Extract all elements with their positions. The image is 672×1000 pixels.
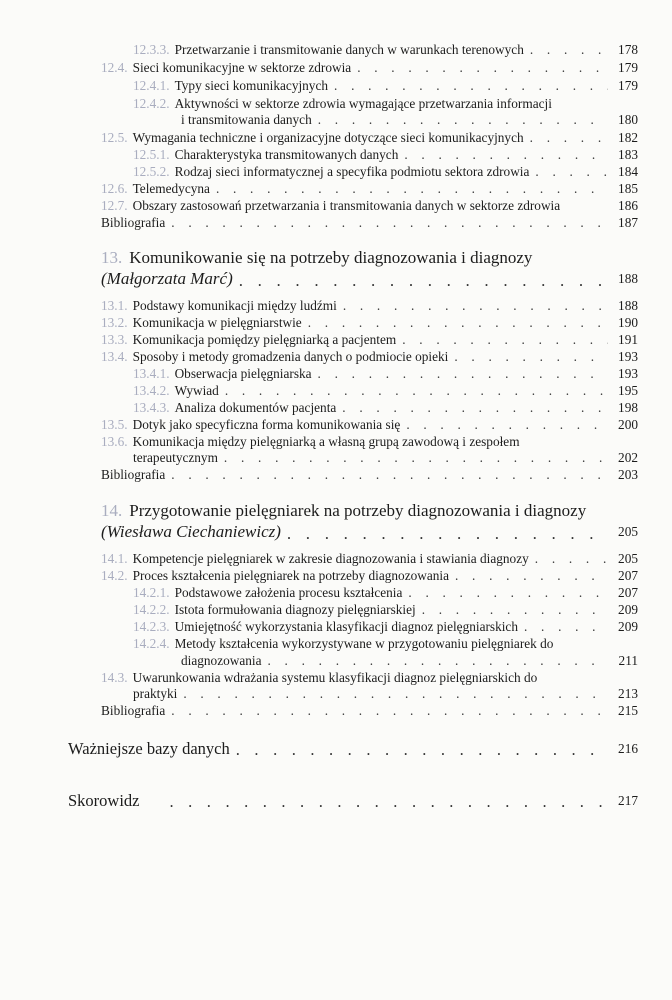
toc-leader-dots [230, 742, 608, 758]
toc-entry-number: 12.5. [101, 130, 128, 145]
toc-entry [101, 313, 638, 331]
toc-entry-number: 13.4.2. [133, 383, 170, 398]
toc-entry-page: 186 [618, 198, 638, 213]
toc-entry-title: terapeutycznym [133, 450, 218, 465]
toc-entry-number: 14.2.4. [133, 636, 170, 651]
toc-chapter-author-name: (Małgorzata Marć) [101, 269, 233, 288]
toc-entry-number: 12.4. [101, 60, 128, 75]
toc-entry-title: Bibliografia [101, 703, 166, 718]
toc-entry-page: 183 [618, 147, 638, 162]
toc-leader-dots [210, 181, 608, 197]
toc-entry-title: Kompetencje pielęgniarek w zakresie diagnozowania i stawiania diagnozy [132, 551, 529, 566]
toc-entry-title: Przetwarzanie i transmitowanie danych w warunkach terenowych [174, 42, 524, 57]
toc-leader-dots [233, 273, 608, 289]
toc-entry-number: 13.2. [101, 315, 128, 330]
toc-entry-page: 188 [618, 271, 638, 286]
toc-leader-dots [165, 467, 608, 483]
toc-chapter-author [101, 520, 638, 542]
toc-entry-title: Aktywności w sektorze zdrowia wymagające przetwarzania informacji [174, 96, 552, 111]
toc-entry-title: Obserwacja pielęgniarska [174, 366, 312, 381]
toc-leader-dots [448, 349, 608, 365]
toc-entry [133, 364, 638, 382]
toc-leader-dots [398, 147, 608, 163]
toc-leader-dots [218, 450, 608, 466]
toc-entry-page: 207 [618, 568, 638, 583]
toc-entry-number: 12.7. [101, 198, 128, 213]
toc-entry-index [68, 789, 638, 810]
toc-chapter-author-name: (Wiesława Ciechaniewicz) [101, 522, 281, 541]
toc-entry-title: Proces kształcenia pielęgniarek na potrzeby diagnozowania [132, 568, 449, 583]
toc-entry-title: Podstawowe założenia procesu kształcenia [174, 585, 403, 600]
toc-entry-title: Wywiad [174, 383, 219, 398]
toc-entry-number: 12.5.2. [133, 164, 170, 179]
toc-entry-page: 200 [618, 417, 638, 432]
toc-entry-title: Umiejętność wykorzystania klasyfikacji diagnoz pielęgniarskich [174, 619, 518, 634]
toc-entry [101, 566, 638, 584]
toc-leader-dots [302, 315, 608, 331]
toc-entry-page: 205 [618, 524, 638, 539]
toc-entry-page: 209 [618, 602, 638, 617]
toc-entry-page: 188 [618, 298, 638, 313]
toc-entry-number: 14.2.2. [133, 602, 170, 617]
toc-entry-page: 205 [618, 551, 638, 566]
toc-leader-dots [416, 602, 608, 618]
toc-entry-title: Rodzaj sieci informatycznej a specyfika podmiotu sektora zdrowia [174, 164, 530, 179]
toc-entry-page: 202 [618, 450, 638, 465]
toc-entry-title: Typy sieci komunikacyjnych [174, 78, 329, 93]
toc-entry-number: 12.6. [101, 181, 128, 196]
toc-entry-page: 203 [618, 467, 638, 482]
toc-entry-page: 191 [618, 332, 638, 347]
toc-leader-dots [524, 42, 608, 58]
toc-chapter-title: Przygotowanie pielęgniarek na potrzeby diagnozowania i diagnozy [129, 501, 587, 520]
toc-entry-page: 179 [618, 60, 638, 75]
toc-leader-dots [336, 400, 608, 416]
toc-entry-page: 180 [618, 112, 638, 127]
toc-entry-page: 195 [618, 383, 638, 398]
toc-entry [101, 296, 638, 314]
toc-chapter-heading [101, 499, 638, 521]
toc-entry-title: Komunikacja między pielęgniarką a własną grupą zawodową i zespołem [132, 434, 520, 449]
toc-entry-number: 14.2.1. [133, 585, 170, 600]
toc-leader-dots [164, 794, 609, 810]
toc-entry [101, 330, 638, 348]
toc-entry-title: diagnozowania [181, 653, 262, 668]
toc-entry [133, 600, 638, 618]
toc-entry-title: praktyki [133, 686, 178, 701]
toc-entry [101, 415, 638, 433]
toc-entry [101, 549, 638, 567]
toc-entry-bibliography [101, 213, 638, 231]
toc-entry-number: 13.3. [101, 332, 128, 347]
toc-entry-databases [68, 737, 638, 758]
toc-entry [133, 145, 638, 163]
toc-entry-title: Sieci komunikacyjne w sektorze zdrowia [132, 60, 352, 75]
toc-leader-dots [262, 653, 609, 669]
toc-entry [133, 76, 638, 94]
toc-entry-number: 13.4.1. [133, 366, 170, 381]
toc-entry-title: i transmitowania danych [181, 112, 312, 127]
toc-entry-title: Bibliografia [101, 467, 166, 482]
toc-entry-page: 187 [618, 215, 638, 230]
toc-entry-title: Istota formułowania diagnozy pielęgniarskiej [174, 602, 416, 617]
toc-entry-title: Charakterystyka transmitowanych danych [174, 147, 399, 162]
toc-entry-title: Analiza dokumentów pacjenta [174, 400, 337, 415]
toc-entry-title: Wymagania techniczne i organizacyjne dotyczące sieci komunikacyjnych [132, 130, 524, 145]
toc-entry-page: 211 [618, 653, 638, 668]
toc-leader-dots [219, 383, 608, 399]
toc-entry-title: Ważniejsze bazy danych [68, 739, 230, 758]
toc-chapter-number: 14. [101, 501, 123, 520]
toc-leader-dots [529, 551, 608, 567]
toc-entry-title: Skorowidz [68, 791, 140, 810]
toc-leader-dots [524, 130, 608, 146]
toc-entry-page: 193 [618, 366, 638, 381]
toc-entry-title: Telemedycyna [132, 181, 210, 196]
toc-entry-title: Dotyk jako specyficzna forma komunikowania się [132, 417, 401, 432]
toc-entry-page: 185 [618, 181, 638, 196]
toc-entry-number: 13.4. [101, 349, 128, 364]
toc-entry-title: Metody kształcenia wykorzystywane w przygotowaniu pielęgniarek do [174, 636, 554, 651]
toc-entry [133, 40, 638, 58]
toc-leader-dots [449, 568, 608, 584]
toc-entry [133, 398, 638, 416]
toc-entry-page: 182 [618, 130, 638, 145]
toc-entry-number: 14.1. [101, 551, 128, 566]
toc-entry [133, 634, 638, 652]
toc-entry-number: 13.5. [101, 417, 128, 432]
toc-chapter-heading [101, 246, 638, 268]
toc-entry-page: 190 [618, 315, 638, 330]
toc-leader-dots [396, 332, 608, 348]
toc-entry-title: Uwarunkowania wdrażania systemu klasyfikacji diagnoz pielęgniarskich do [132, 670, 538, 685]
toc-entry-number: 12.3.3. [133, 42, 170, 57]
toc-entry [101, 196, 638, 214]
toc-entry-title: Komunikacja w pielęgniarstwie [132, 315, 302, 330]
toc-entry-title: Obszary zastosowań przetwarzania i transmitowania danych w sektorze zdrowia [132, 198, 561, 213]
toc-entry-page: 207 [618, 585, 638, 600]
toc-entry-title: Bibliografia [101, 215, 166, 230]
toc-entry-number: 13.4.3. [133, 400, 170, 415]
toc-leader-dots [400, 417, 608, 433]
toc-entry-number: 12.4.1. [133, 78, 170, 93]
toc-leader-dots [312, 112, 608, 128]
toc-entry-page: 184 [618, 164, 638, 179]
toc-entry [133, 617, 638, 635]
toc-entry [133, 381, 638, 399]
toc-leader-dots [328, 78, 608, 94]
toc-entry-number: 13.1. [101, 298, 128, 313]
toc-entry [133, 162, 638, 180]
toc-entry [101, 128, 638, 146]
toc-entry [101, 58, 638, 76]
toc-entry-page: 198 [618, 400, 638, 415]
toc-leader-dots [177, 686, 608, 702]
toc-entry-page: 178 [618, 42, 638, 57]
toc-entry-page: 213 [618, 686, 638, 701]
toc-entry-continuation [133, 448, 638, 466]
toc-entry [101, 347, 638, 365]
toc-leader-dots [165, 215, 608, 231]
toc-entry-title: Podstawy komunikacji między ludźmi [132, 298, 337, 313]
toc-entry-number: 14.2. [101, 568, 128, 583]
toc-entry-page: 217 [618, 793, 638, 808]
toc-leader-dots [281, 526, 608, 542]
toc-leader-dots [518, 619, 608, 635]
toc-entry-continuation [181, 110, 638, 128]
toc-leader-dots [529, 164, 608, 180]
toc-leader-dots [337, 298, 608, 314]
toc-entry-title: Komunikacja pomiędzy pielęgniarką a pacjentem [132, 332, 397, 347]
toc-entry-bibliography [101, 465, 638, 483]
toc-entry-number: 12.5.1. [133, 147, 170, 162]
toc-entry-page: 179 [618, 78, 638, 93]
toc-entry-title: Sposoby i metody gromadzenia danych o podmiocie opieki [132, 349, 449, 364]
toc-leader-dots [351, 60, 608, 76]
toc-chapter-title: Komunikowanie się na potrzeby diagnozowania i diagnozy [129, 248, 533, 267]
toc-entry-page: 209 [618, 619, 638, 634]
toc-chapter-author [101, 267, 638, 289]
toc-entry-number: 14.2.3. [133, 619, 170, 634]
toc-entry-continuation [133, 684, 638, 702]
toc-entry-bibliography [101, 701, 638, 719]
toc-entry-number: 14.3. [101, 670, 128, 685]
toc-leader-dots [165, 703, 608, 719]
toc-entry-number: 13.6. [101, 434, 128, 449]
toc-entry-page: 216 [618, 741, 638, 756]
toc-entry-page: 215 [618, 703, 638, 718]
toc-leader-dots [402, 585, 608, 601]
toc-leader-dots [312, 366, 608, 382]
toc-entry-continuation [181, 651, 638, 669]
toc-entry [101, 179, 638, 197]
toc-entry [133, 583, 638, 601]
toc-chapter-number: 13. [101, 248, 123, 267]
toc-entry-page: 193 [618, 349, 638, 364]
toc-entry-number: 12.4.2. [133, 96, 170, 111]
